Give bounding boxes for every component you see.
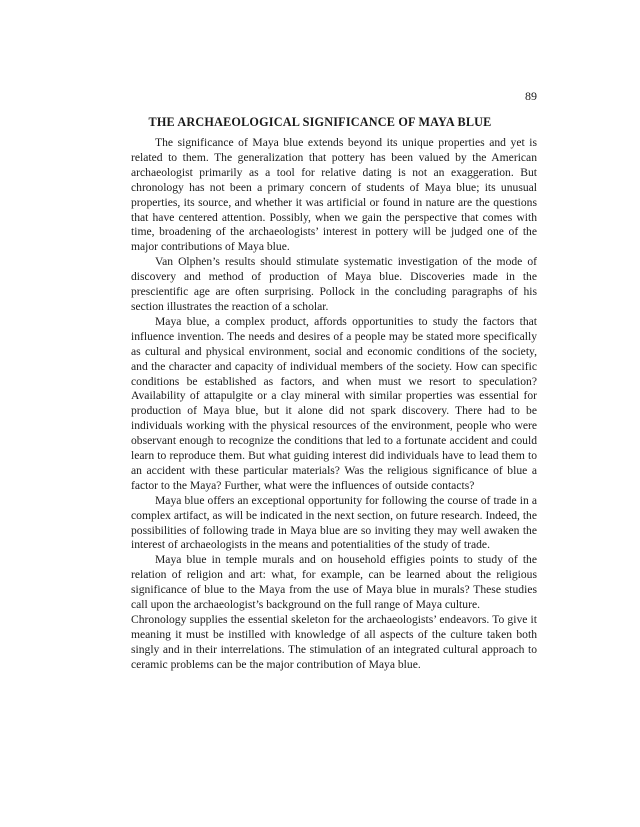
paragraph: Maya blue, a complex product, affords opportunities to study the factors that influence invention. The needs and desires of a people may be stated more specifically as cultural and physical environment, social and economic conditions of the society, and the character and capacity of individual members of the society. How can specific conditions be established as factors, and when must we resort to speculation? Availability of attapulgite or a clay mineral with similar properties was essential for production of Maya blue, but it alone did not spark discovery. There had to be individuals working with the physical resources of the environment, people who were observant enough to recognize the conditions that led to a fortunate accident and could learn to reproduce them. But what guiding interest did individuals have to lead them to an accident with these particular materials? Was the religious significance of blue a factor to the Maya? Further, what were the influences of outside contacts? bbox=[131, 314, 537, 492]
paragraph: Maya blue offers an exceptional opportunity for following the course of trade in a complex artifact, as will be indicated in the next section, on future research. Indeed, the possibilities of following trade in Maya blue are so inviting they may well awaken the interest of archaeologists in the means and potentialities of the study of trade. bbox=[131, 493, 537, 552]
page-number: 89 bbox=[525, 89, 537, 103]
paragraph: Van Olphen’s results should stimulate systematic investigation of the mode of discovery and method of production of Maya blue. Discoveries made in the prescientific age are often surprising. Pollock in the concluding paragraphs of his section illustrates the reaction of a scholar. bbox=[131, 255, 537, 313]
paragraph: Maya blue in temple murals and on household effigies points to study of the relation of religion and art: what, for example, can be learned about the religious significance of blue to the Maya from the use of Maya blue in murals? These studies call upon the archaeologist’s background on the full range of Maya culture. bbox=[131, 553, 537, 612]
paragraph: Chronology supplies the essential skeleton for the archaeologists’ endeavors. To give it meaning it must be instilled with knowledge of all aspects of the culture taken both singly and in their interrelations. The stimulation of an integrated cultural approach to ceramic problems can be the major contribution of Maya blue. bbox=[131, 613, 537, 671]
body-text bbox=[131, 136, 537, 673]
paragraph: The significance of Maya blue extends beyond its unique properties and yet is related to them. The generalization that pottery has been valued by the American archaeologist primarily as a tool for relative dating is not an exaggeration. But chronology has not been a primary concern of students of Maya blue; its unusual properties, its source, and whether it was artificial or found in nature are the questions that have centered attention. Possibly, when we gain the perspective that comes with time, broadening of the archaeologists’ interest in pottery will be judged one of the major contributions of Maya blue. bbox=[131, 136, 537, 254]
section-title: THE ARCHAEOLOGICAL SIGNIFICANCE OF MAYA BLUE bbox=[148, 115, 492, 129]
